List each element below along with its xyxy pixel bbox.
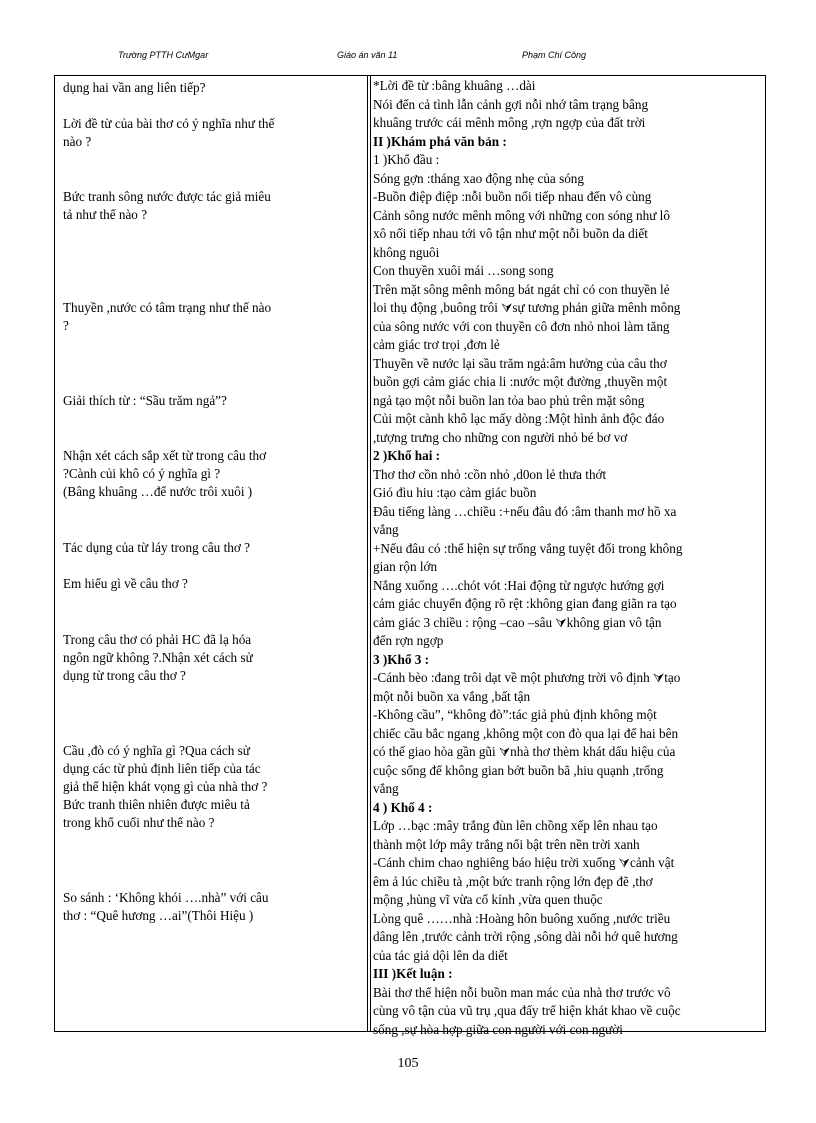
answer-line: *Lời đề từ :bâng khuâng …dài [373, 78, 536, 93]
answer-line: đến rợn ngợp [373, 633, 444, 648]
answer-line: Trên mặt sông mênh mông bát ngát chỉ có con thuyền lẻ [373, 281, 670, 297]
answer-line: Nói đến cả tình lẫn cảnh gợi nỗi nhớ tâm trạng bâng [373, 96, 649, 112]
answer-line: dâng lên ,trước cảnh trời rộng ,sông dài nỗi hớ quê hương [373, 929, 678, 944]
answer-line: ,tượng trưng cho những con người nhỏ bé bơ vơ [373, 429, 628, 445]
answer-line: vắng [373, 522, 399, 537]
answer-line: Đâu tiếng làng …chiều :+nếu đâu đó :âm thanh mơ hồ xa [373, 503, 677, 519]
answer-line: mộng ,hùng vĩ vừa cổ kính ,vừa quen thuộc [373, 892, 603, 907]
question-6: Tác dụng của từ láy trong câu thơ ? [63, 540, 250, 555]
answer-line: chiếc cầu bắc ngang ,không một con đò qua lại để hai bên [373, 725, 679, 741]
question-3: Thuyền ,nước có tâm trạng như thế nào ? [63, 300, 272, 333]
answer-line: Sóng gợn :tháng xao động nhẹ của sóng [373, 170, 584, 186]
answer-line: -Buồn điệp điệp :nỗi buồn nối tiếp nhau đến vô cùng [373, 189, 652, 204]
answer-line: cảm giác 3 chiều : rộng –cao –sâu ⮛không gian vô tận [373, 614, 662, 630]
answer-line: -Cánh bèo :đang trôi dạt về một phương trời vô định ⮛tạo [373, 670, 681, 685]
question-0: dụng hai vần ang liên tiếp? [63, 80, 206, 95]
answer-line: -Cánh chim chao nghiêng báo hiệu trời xuống ⮛cảnh vật [373, 855, 675, 870]
question-4: Giải thích từ : “Sầu trăm ngả”? [63, 393, 227, 408]
answer-line: 2 )Khổ hai : [373, 448, 441, 463]
answer-line: 1 )Khổ đầu : [373, 152, 440, 167]
header-subject: Giáo án văn 11 [337, 50, 398, 60]
answer-line: Cảnh sông nước mênh mông với những con sóng như lô [373, 207, 670, 223]
answer-line: Con thuyền xuôi mái …song song [373, 263, 554, 278]
answer-line: loi thụ động ,buông trôi ⮛sự tương phản giữa mênh mông [373, 300, 681, 315]
question-9: Cầu ,đò có ý nghĩa gì ?Qua cách sử dụng các từ phủ định liên tiếp của tác giả thể hiện khát vọng gì của nhà thơ ? Bức tranh thiên nhiên được miêu tả trong khổ cuối như thế nào ? [63, 743, 268, 830]
question-1: Lời đề từ của bài thơ có ý nghĩa như thế nào ? [63, 116, 275, 149]
answer-line: -Không cầu”, “không đò”:tác giả phủ định không một [373, 707, 657, 722]
answer-line: xô nối tiếp nhau tới vô tận như một nỗi buồn da diết [373, 226, 648, 241]
header-school: Trường PTTH CưMgar [118, 50, 209, 60]
answer-line: Gió đìu hiu :tạo cảm giác buồn [373, 485, 537, 500]
answer-line: thành một lớp mây trắng nổi bật trên nền trời xanh [373, 836, 640, 852]
question-7: Em hiểu gì về câu thơ ? [63, 576, 188, 591]
answer-line: gian rộn lớn [373, 559, 438, 574]
answer-line: ngả tạo một nỗi buồn lan tỏa bao phủ trên mặt sông [373, 392, 645, 408]
page-header [0, 50, 816, 66]
answer-line: Củi một cành khô lạc mấy dòng :Một hình ảnh độc đáo [373, 411, 665, 426]
answer-line: cùng vô tận của vũ trụ ,qua đấy trể hiện khát khao về cuộc [373, 1003, 681, 1018]
answer-line: III )Kết luận : [373, 966, 453, 981]
question-2: Bức tranh sông nước được tác giả miêu tả như thế nào ? [63, 189, 271, 222]
answer-line: Nắng xuống ….chót vót :Hai động từ ngược hướng gợi [373, 577, 665, 593]
answer-line: cảm giác chuyển động rõ rệt :không gian đang giãn ra tạo [373, 596, 677, 611]
answer-line: 3 )Khổ 3 : [373, 651, 430, 667]
answer-line: êm ả lúc chiều tà ,một bức tranh rộng lớn đẹp đẽ ,thơ [373, 873, 653, 889]
answer-line: một nỗi buồn xa vắng ,bất tận [373, 688, 531, 704]
answer-line: sống ,sự hòa hợp giữa con người với con người [373, 1021, 623, 1037]
answer-line: vắng [373, 781, 399, 796]
answer-line: cuộc sống để không gian bớt buồn bã ,hiu quạnh ,trống [373, 762, 664, 778]
question-8: Trong câu thơ có phải HC đã lạ hóa ngôn ngữ không ?.Nhận xét cách sử dụng từ trong câu thơ ? [63, 632, 253, 683]
answer-line: Thuyền về nước lại sầu trăm ngả:âm hưởng của câu thơ [373, 355, 667, 371]
answer-line: Lớp …bạc :mây trắng đùn lên chồng xếp lên nhau tạo [373, 818, 658, 833]
answer-line: II )Khám phá văn bản : [373, 133, 507, 149]
answer-line: 4 ) Khổ 4 : [373, 799, 433, 815]
answer-line: Thơ thơ cồn nhỏ :cồn nhỏ ,d0on lẻ thưa thớt [373, 466, 607, 482]
answer-line: Lòng quê ……nhà :Hoàng hôn buông xuống ,nước triều [373, 910, 671, 926]
answer-column [373, 77, 761, 1039]
answer-line: của tác giả dội lên da diết [373, 947, 508, 963]
answer-line: buồn gợi cảm giác chia li :nước một đường ,thuyền một [373, 374, 668, 389]
answer-line: khuâng trước cái mênh mông ,rợn ngợp của đất trời [373, 115, 646, 130]
page-number: 105 [397, 1056, 419, 1071]
answer-line: của sông nước với con thuyền cô đơn nhỏ nhoi làm tăng [373, 318, 670, 334]
header-teacher: Phạm Chí Công [522, 50, 587, 60]
answer-line: Bài thơ thể hiện nỗi buồn man mác của nhà thơ trước vô [373, 984, 671, 1000]
answer-line: không nguôi [373, 244, 440, 260]
question-5: Nhận xét cách sắp xết từ trong câu thơ ?Cành củi khô có ý nghĩa gì ? (Bâng khuâng …để nước trôi xuôi ) [63, 448, 267, 499]
lesson-table [54, 75, 766, 1037]
column-divider [367, 76, 371, 1031]
question-10: So sánh : ‘Không khói ….nhà” với câu thơ : “Quê hương …ai”(Thôi Hiệu ) [63, 890, 269, 923]
answer-line: có thể giao hòa gần gũi ⮛nhà thơ thèm khát dấu hiệu của [373, 744, 676, 759]
answer-line: cảm giác trơ trọi ,đơn lẻ [373, 337, 500, 352]
answer-line: +Nếu đâu có :thể hiện sự trống vắng tuyệt đối trong không [373, 540, 683, 556]
